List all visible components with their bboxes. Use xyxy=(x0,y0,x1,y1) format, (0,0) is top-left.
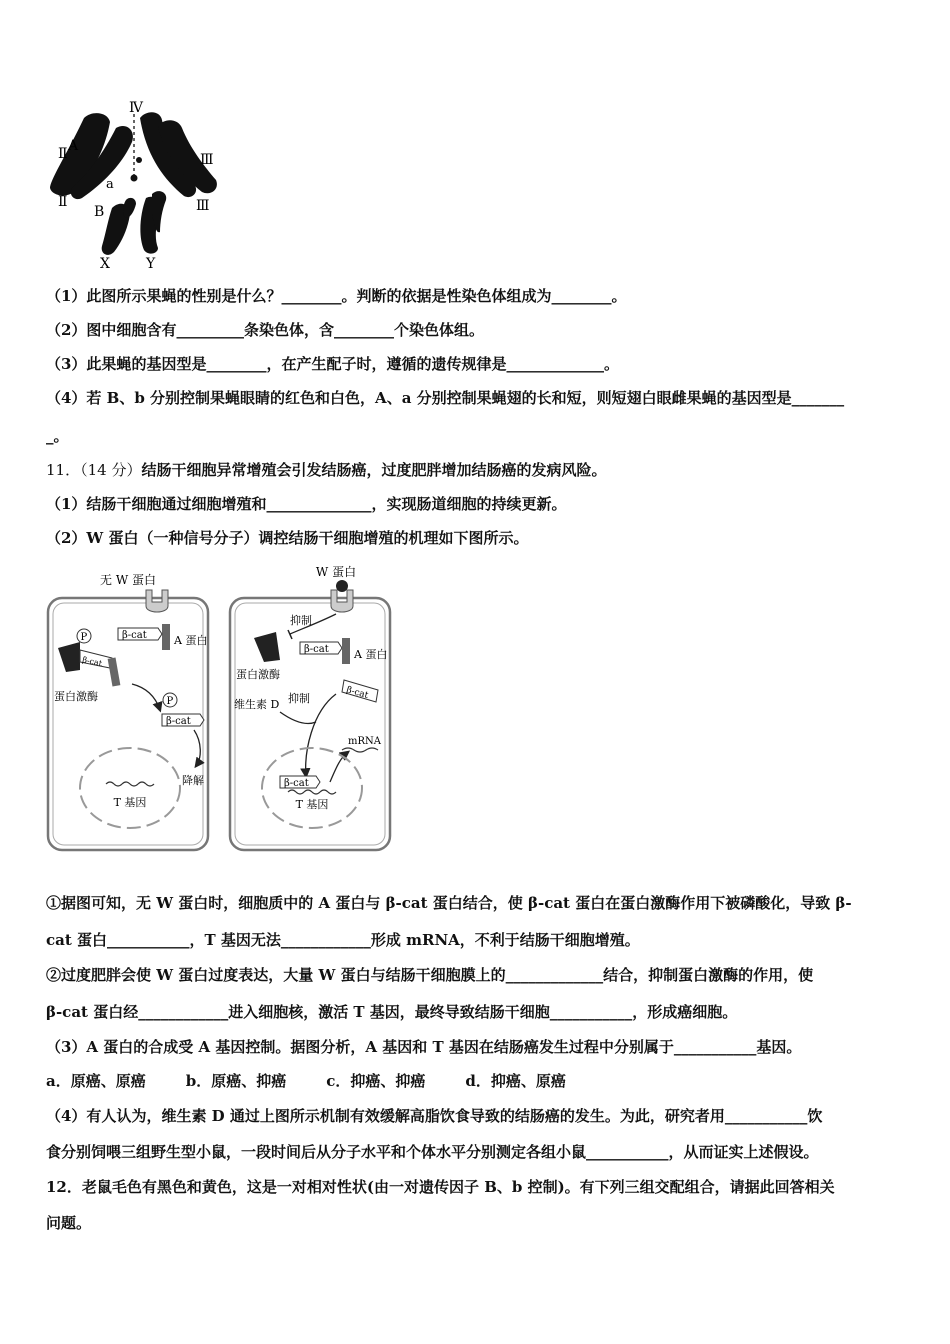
q11-part4-line1: （4）有人认为，维生素 D 通过上图所示机制有效缓解高脂饮食导致的结肠癌的发生。为此，研究者用___________饮 xyxy=(46,1107,823,1125)
w-protein-figure xyxy=(44,562,394,854)
w-protein-icon xyxy=(336,580,348,592)
left-nucleus xyxy=(80,748,180,828)
left-p1: P xyxy=(80,632,88,643)
right-receptor-icon xyxy=(331,590,353,612)
q11-number: 11．（14 分） xyxy=(46,461,142,479)
option-b: b．原癌、抑癌 xyxy=(185,1072,287,1090)
chromosome-iv-dot xyxy=(131,175,138,182)
option-d: d．抑癌、原癌 xyxy=(465,1072,566,1090)
right-beta-cat-moving-label: β-cat xyxy=(345,685,370,702)
q12-line2: 问题。 xyxy=(46,1214,92,1232)
q11-s1-line1: ①据图可知，无 W 蛋白时，细胞质中的 A 蛋白与 β-cat 蛋白结合，使 β-cat 蛋白在蛋白激酶作用下被磷酸化，导致 β- xyxy=(46,894,852,912)
chromosome-diagram xyxy=(44,96,224,272)
q10-part4-line2: _。 xyxy=(46,427,69,445)
q11-part3: （3）A 蛋白的合成受 A 基因控制。据图分析，A 基因和 T 基因在结肠癌发生过程中分别属于___________基因。 xyxy=(46,1038,802,1056)
left-beta-cat-free-label: β-cat xyxy=(166,716,191,727)
left-a-protein: A 蛋白 xyxy=(174,634,208,647)
label-A: A xyxy=(68,138,79,154)
q11-part4-line2: 食分别饲喂三组野生型小鼠，一段时间后从分子水平和个体水平分别测定各组小鼠___________，从而证实上述假设。 xyxy=(46,1143,819,1161)
right-dna xyxy=(288,790,336,794)
left-a-protein-bound xyxy=(108,658,121,687)
right-mrna: mRNA xyxy=(348,736,381,747)
right-inhibit2: 抑制 xyxy=(288,692,310,705)
left-arrow-phosphorylate xyxy=(132,684,160,710)
chromosome-figure xyxy=(44,96,224,272)
right-vitd: 维生素 D xyxy=(234,698,280,711)
q11-part1: （1）结肠干细胞通过细胞增殖和______________，实现肠道细胞的持续更新。 xyxy=(46,495,567,513)
q10-part1: （1）此图所示果蝇的性别是什么？________。判断的依据是性染色体组成为________。 xyxy=(46,287,627,305)
chromosome-iv-dot xyxy=(136,157,142,163)
label-iv: Ⅳ xyxy=(129,100,143,116)
q11-s2-line2: β-cat 蛋白经____________进入细胞核，激活 T 基因，最终导致结肠干细胞___________，形成癌细胞。 xyxy=(46,1003,738,1021)
right-title: W 蛋白 xyxy=(315,565,357,579)
right-kinase: 蛋白激酶 xyxy=(236,668,280,681)
left-t-gene: T 基因 xyxy=(113,796,147,809)
q11-s1-line2: cat 蛋白___________，T 基因无法____________形成 mRNA，不利于结肠干细胞增殖。 xyxy=(46,931,640,949)
right-a-protein-bar xyxy=(342,638,350,664)
q10-part3: （3）此果蝇的基因型是________，在产生配子时，遵循的遗传规律是_____________。 xyxy=(46,355,619,373)
q11-intro: 结肠干细胞异常增殖会引发结肠癌，过度肥胖增加结肠癌的发病风险。 xyxy=(141,461,607,479)
label-Y: Y xyxy=(146,256,156,272)
q10-part4-line1: （4）若 B、b 分别控制果蝇眼睛的红色和白色，A、a 分别控制果蝇翅的长和短，则短翅白眼雌果蝇的基因型是_______ xyxy=(46,389,845,407)
right-t-gene: T 基因 xyxy=(295,798,329,811)
right-beta-cat: β-cat xyxy=(304,644,329,655)
label-a: a xyxy=(106,177,114,192)
q11-s2-line1: ②过度肥胖会使 W 蛋白过度表达，大量 W 蛋白与结肠干细胞膜上的_____________结合，抑制蛋白激酶的作用，使 xyxy=(46,966,814,984)
left-title: 无 W 蛋白 xyxy=(100,573,156,587)
right-mrna-strand xyxy=(342,748,378,752)
right-arrow-inhibit2 xyxy=(280,712,316,724)
label-B: B xyxy=(94,204,105,220)
label-X: X xyxy=(100,256,110,272)
left-receptor-icon xyxy=(146,590,168,612)
label-ii-top: Ⅱ xyxy=(58,146,68,162)
w-protein-diagram xyxy=(44,562,394,854)
left-kinase: 蛋白激酶 xyxy=(54,690,98,703)
q11-part2: （2）W 蛋白（一种信号分子）调控结肠干细胞增殖的机理如下图所示。 xyxy=(46,529,529,547)
right-beta-cat-nucleus-label: β-cat xyxy=(284,778,309,789)
q11-header xyxy=(46,460,904,480)
q12-line1: 12．老鼠毛色有黑色和黄色，这是一对相对性状(由一对遗传因子 B、b 控制)。有下列三组交配组合，请据此回答相关 xyxy=(46,1178,835,1196)
right-kinase-icon xyxy=(254,632,280,662)
q11-options xyxy=(46,1071,904,1091)
right-a-protein: A 蛋白 xyxy=(354,648,388,661)
left-a-protein-bar xyxy=(162,624,170,650)
label-iii-top: Ⅲ xyxy=(200,152,214,168)
q10-part2: （2）图中细胞含有_________条染色体，含________个染色体组。 xyxy=(46,321,484,339)
label-iii-bottom: Ⅲ xyxy=(196,198,210,214)
left-beta-cat: β-cat xyxy=(122,630,147,641)
option-c: c．抑癌、抑癌 xyxy=(326,1072,426,1090)
chromosome-x-arm xyxy=(123,198,136,218)
right-arrow-enter xyxy=(306,694,336,776)
right-arrow-transcribe xyxy=(330,752,348,782)
right-inhibit1: 抑制 xyxy=(290,614,312,627)
left-dna xyxy=(106,782,154,786)
label-ii-bottom: Ⅱ xyxy=(58,194,68,210)
left-p2: P xyxy=(166,696,174,707)
option-a: a．原癌、原癌 xyxy=(46,1072,146,1090)
left-beta-cat-bound-label: β-cat xyxy=(81,655,103,669)
left-kinase-icon xyxy=(58,642,80,672)
left-arrow-degrade xyxy=(194,730,200,766)
left-degrade: 降解 xyxy=(182,774,204,787)
